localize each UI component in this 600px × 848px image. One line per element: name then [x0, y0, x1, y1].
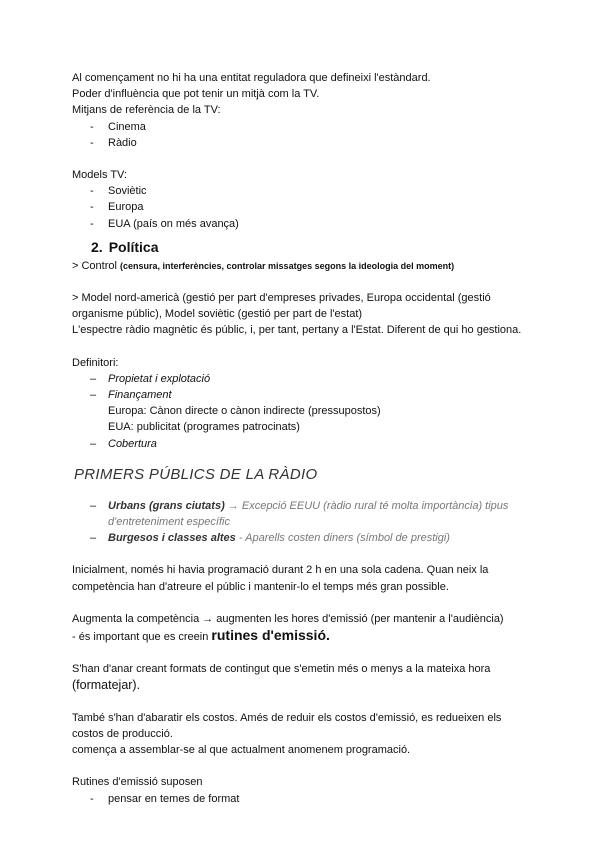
list-item — [72, 436, 532, 452]
model-paragraph-line-1: > Model nord-americà (gestió per part d'empreses privades, Europa occidental (gestió — [72, 292, 491, 305]
costos-line-2: costos de producció. — [72, 727, 173, 740]
sub-line-eua: EUA: publicitat (programes patrocinats) — [108, 421, 300, 434]
formats-line-1: S'han d'anar creant formats de contingut que s'emetin més o menys a la mateixa hora — [72, 663, 491, 676]
list-item — [72, 387, 532, 403]
bullet-dash: - — [90, 185, 94, 198]
formats-line-2: (formatejar). — [72, 678, 141, 693]
model-paragraph-line-3: L'espectre ràdio magnètic és públic, i, per tant, pertany a l'Estat. Diferent de qui ho gestiona. — [72, 324, 522, 337]
bullet-dash: – — [90, 372, 97, 385]
bullet-dash: – — [90, 532, 97, 545]
list-item — [72, 371, 532, 387]
intro-line-2: Poder d'influència que pot tenir un mitjà com la TV. — [72, 88, 320, 101]
list-item — [72, 199, 532, 215]
list-item-text: Finançament — [108, 389, 172, 402]
list-item-bold: Burgesos i classes altes — [108, 532, 236, 545]
augmenta-bold: rutines d'emissió. — [211, 627, 330, 644]
costos-line-1: També s'han d'abaratir els costos. Amés de reduir els costos d'emissió, es redueixen els — [72, 711, 502, 724]
section-title: Política — [108, 238, 159, 255]
list-item-text: EUA (país on més avança) — [108, 217, 239, 230]
list-item — [72, 216, 532, 232]
bullet-dash: - — [90, 136, 94, 149]
publics-heading: PRIMERS PÚBLICS DE LA RÀDIO — [74, 465, 318, 483]
list-item-text: - Aparells costen diners (símbol de prestigi) — [235, 532, 450, 545]
section-heading — [91, 238, 532, 256]
sub-line-europa: Europa: Cànon directe o cànon indirecte (pressupostos) — [108, 405, 381, 418]
list-item — [72, 119, 532, 135]
bullet-dash: – — [90, 437, 97, 450]
list-item-continuation: d'entreteniment específic — [108, 516, 230, 529]
control-line — [72, 258, 532, 274]
augmenta-lead: - és important que es creein — [72, 631, 212, 644]
augmenta-line-1: Augmenta la competència → augmenten les hores d'emissió (per mantenir a l'audiència) — [72, 612, 504, 625]
list-item-bold: Urbans (grans ciutats) — [108, 499, 225, 512]
list-item-text: → Excepció EEUU (ràdio rural té molta importància) tipus — [224, 499, 509, 512]
list-item-text: Cinema — [108, 120, 146, 133]
control-note: (censura, interferències, controlar missatges segons la ideologia del moment) — [120, 260, 455, 271]
model-paragraph-line-2: organisme públic), Model soviètic (gestió per part de l'estat) — [72, 308, 363, 321]
models-title: Models TV: — [72, 169, 128, 182]
definitori-title: Definitori: — [72, 356, 119, 369]
list-item-text: Cobertura — [108, 437, 157, 450]
bullet-dash: – — [90, 499, 97, 512]
intro-line-3: Mitjans de referència de la TV: — [72, 104, 221, 117]
bullet-dash: – — [90, 389, 97, 402]
list-item — [72, 791, 532, 807]
list-item-text: Europa — [108, 201, 144, 214]
inicialment-line-2: competència han d'atreure el públic i mantenir-lo el temps més gran possible. — [72, 580, 449, 593]
rutines-title: Rutines d'emissió suposen — [72, 776, 203, 789]
document-page — [72, 70, 532, 807]
intro-line-1: Al començament no hi ha una entitat reguladora que defineixi l'estàndard. — [72, 72, 431, 84]
list-item-text: Ràdio — [108, 136, 137, 149]
bullet-dash: - — [90, 792, 94, 805]
bullet-dash: - — [90, 120, 94, 133]
list-item-text: Soviètic — [108, 185, 147, 198]
list-item — [72, 498, 532, 514]
inicialment-line-1: Inicialment, només hi havia programació durant 2 h en una sola cadena. Quan neix la — [72, 564, 489, 577]
augmenta-line-2 — [72, 627, 532, 645]
costos-line-3: comença a assemblar-se al que actualment anomenem programació. — [72, 744, 411, 757]
section-number: 2. — [91, 238, 103, 255]
bullet-dash: - — [90, 201, 94, 214]
list-item — [72, 530, 532, 546]
list-item — [72, 183, 532, 199]
bullet-dash: - — [90, 217, 94, 230]
list-item-text: pensar en temes de format — [108, 792, 240, 805]
list-item-text: Propietat i explotació — [108, 372, 211, 385]
control-lead: > Control — [72, 259, 120, 272]
list-item — [72, 135, 532, 151]
